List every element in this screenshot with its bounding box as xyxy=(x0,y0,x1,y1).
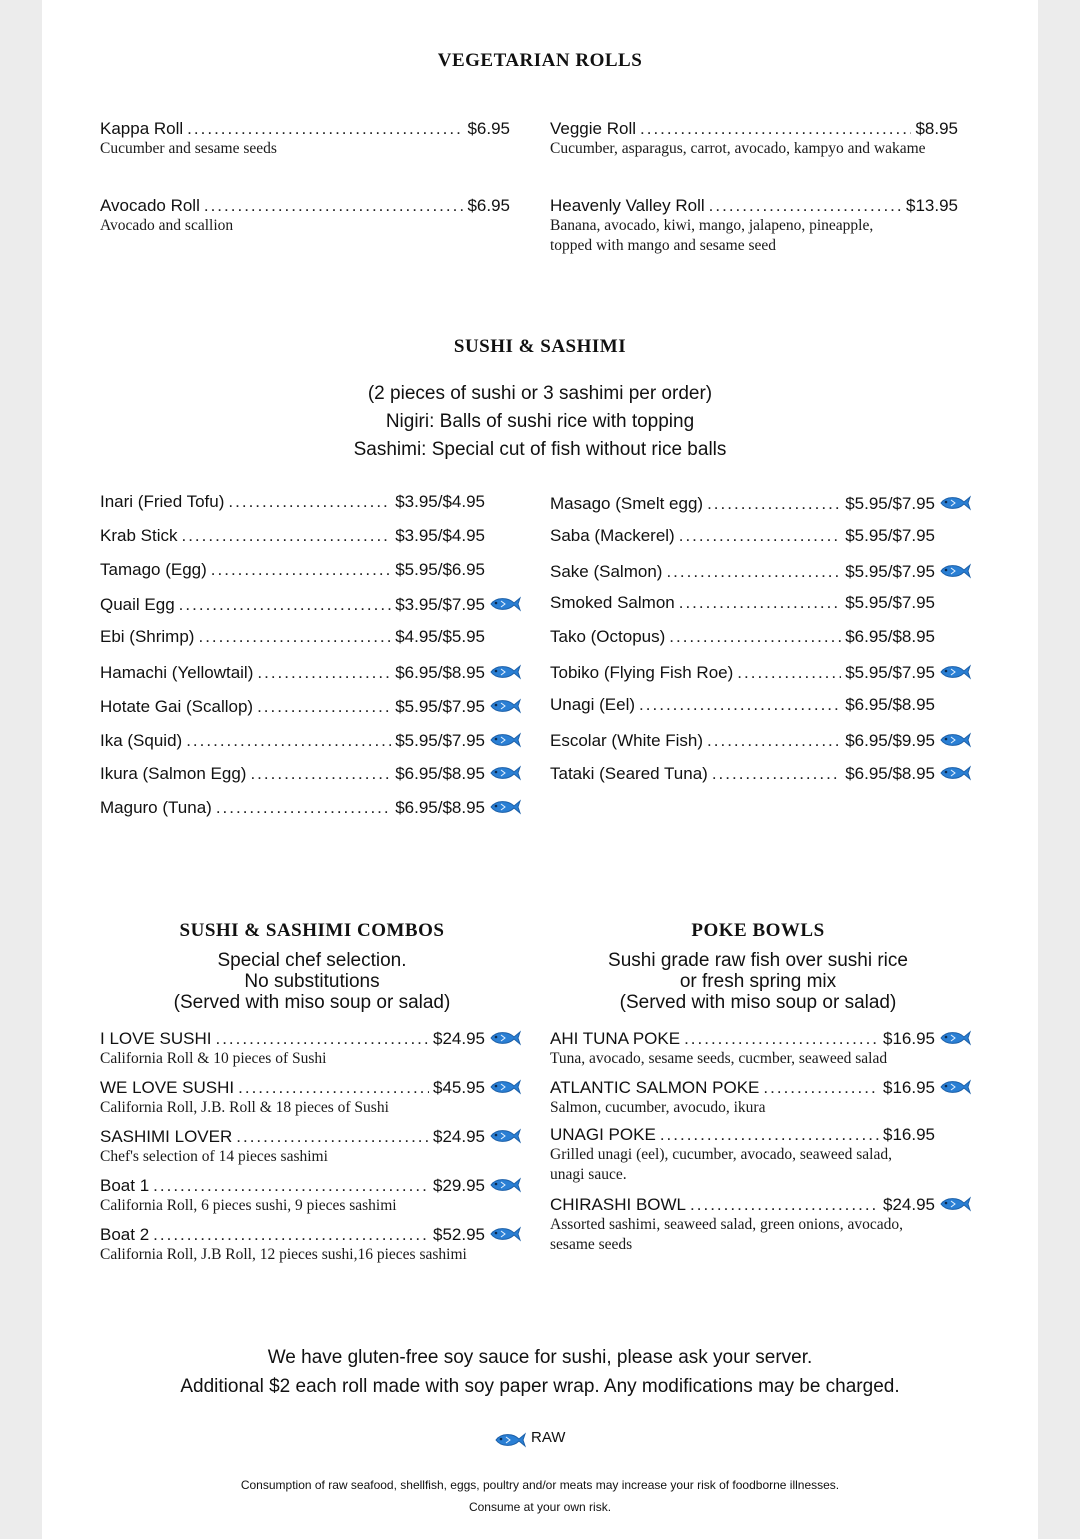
combos-intro xyxy=(100,950,524,1013)
menu-item-line xyxy=(550,728,972,751)
fish-icon xyxy=(488,1127,522,1145)
menu-item-price: $24.95 xyxy=(433,1127,485,1146)
menu-item-name: Kappa Roll xyxy=(100,119,184,138)
intro-line: Sashimi: Special cut of fish without rice balls xyxy=(353,439,727,460)
fish-icon xyxy=(488,595,522,613)
intro-line: (Served with miso soup or salad) xyxy=(173,992,451,1013)
leader-dots xyxy=(679,525,841,546)
fish-icon xyxy=(488,731,522,749)
intro-line: (2 pieces of sushi or 3 sashimi per order) xyxy=(367,383,713,404)
menu-item-line xyxy=(100,694,522,717)
leader-dots xyxy=(684,1028,879,1049)
menu-item-name: Smoked Salmon xyxy=(550,593,675,613)
menu-item-line xyxy=(550,660,972,683)
menu-item-line xyxy=(550,1075,972,1098)
consume-risk-warning: Consume at your own risk. xyxy=(468,1500,612,1514)
menu-item xyxy=(100,1222,522,1265)
menu-item-line xyxy=(100,592,522,615)
menu-item-price: $5.95/$7.95 xyxy=(395,730,485,750)
leader-dots xyxy=(666,561,841,582)
leader-dots xyxy=(181,525,391,546)
sushi-sashimi-title: SUSHI & SASHIMI xyxy=(453,336,627,357)
leader-dots xyxy=(228,491,391,512)
menu-item-line xyxy=(550,592,972,613)
menu-item-name: Avocado Roll xyxy=(100,196,200,215)
menu-item xyxy=(550,1075,972,1118)
leader-dots xyxy=(763,1077,879,1098)
foodborne-warning: Consumption of raw seafood, shellfish, eggs, poultry and/or meats may increase your risk of foodborne illnesses. xyxy=(240,1478,840,1492)
leader-dots xyxy=(215,1028,429,1049)
menu-item-description: California Roll, J.B Roll, 12 pieces sushi,16 pieces sashimi xyxy=(100,1246,467,1263)
menu-item-price: $29.95 xyxy=(433,1176,485,1195)
menu-item-line xyxy=(550,626,972,647)
leader-dots xyxy=(198,626,391,647)
menu-item-line xyxy=(100,795,522,818)
menu-item-description: Chef's selection of 14 pieces sashimi xyxy=(100,1148,328,1165)
menu-item-name: Ebi (Shrimp) xyxy=(100,627,195,647)
menu-item xyxy=(550,592,972,613)
menu-page xyxy=(42,0,1038,1539)
menu-item-line xyxy=(550,525,972,546)
leader-dots xyxy=(236,1126,429,1147)
menu-item-name: Masago (Smelt egg) xyxy=(550,494,704,513)
leader-dots xyxy=(737,662,841,683)
fish-icon xyxy=(493,1431,527,1449)
menu-item xyxy=(100,195,510,236)
fish-icon xyxy=(938,494,972,512)
poke-bowls-title: POKE BOWLS xyxy=(691,920,825,941)
menu-item-description: Cucumber, asparagus, carrot, avocado, kampyo and wakame xyxy=(550,140,926,157)
menu-item-description: California Roll, J.B. Roll & 18 pieces of Sushi xyxy=(100,1099,389,1116)
menu-item-description: Cucumber and sesame seeds xyxy=(100,140,277,157)
menu-item-price: $6.95/$8.95 xyxy=(395,663,485,682)
fish-icon xyxy=(938,1195,972,1213)
menu-item-name: Sake (Salmon) xyxy=(550,561,663,581)
menu-item xyxy=(550,1192,972,1255)
fish-icon xyxy=(488,798,522,816)
sushi-sashimi-intro xyxy=(42,380,1038,464)
menu-item-name: I LOVE SUSHI xyxy=(100,1029,212,1048)
menu-item-name: Maguro (Tuna) xyxy=(100,798,212,818)
fish-icon xyxy=(488,1225,522,1243)
menu-item-name: ATLANTIC SALMON POKE xyxy=(550,1078,760,1097)
menu-item-line xyxy=(100,660,522,683)
menu-item-price: $16.95 xyxy=(883,1125,935,1144)
menu-item xyxy=(100,491,522,512)
menu-item-description: Salmon, cucumber, avocudo, ikura xyxy=(550,1099,766,1116)
menu-item xyxy=(550,195,958,256)
fish-icon xyxy=(488,697,522,715)
menu-item xyxy=(550,728,972,751)
menu-item xyxy=(550,1124,972,1185)
menu-item-price: $24.95 xyxy=(433,1029,485,1048)
leader-dots xyxy=(669,626,841,647)
menu-item xyxy=(550,118,958,159)
leader-dots xyxy=(640,118,911,139)
menu-item xyxy=(100,1026,522,1069)
menu-item-name: Quail Egg xyxy=(100,595,175,615)
leader-dots xyxy=(238,1077,429,1098)
fish-icon xyxy=(488,663,522,681)
fish-icon xyxy=(938,663,972,681)
menu-item-line xyxy=(100,1026,522,1049)
fish-icon xyxy=(938,562,972,580)
menu-item-description: unagi sauce. xyxy=(550,1166,627,1183)
menu-item-description: Banana, avocado, kiwi, mango, jalapeno, pineapple, xyxy=(550,217,874,234)
leader-dots xyxy=(216,797,391,818)
menu-item-name: Heavenly Valley Roll xyxy=(550,196,705,215)
menu-item xyxy=(100,118,510,159)
leader-dots xyxy=(179,594,392,615)
menu-item-price: $5.95/$7.95 xyxy=(395,696,485,716)
menu-item-price: $4.95/$5.95 xyxy=(395,627,485,647)
menu-item-price: $6.95 xyxy=(467,196,510,215)
menu-item-price: $5.95/$6.95 xyxy=(395,559,485,579)
menu-item-name: Hamachi (Yellowtail) xyxy=(100,663,254,682)
menu-item-price: $3.95/$4.95 xyxy=(395,492,485,511)
menu-item-line xyxy=(100,1173,522,1196)
menu-item-name: Boat 2 xyxy=(100,1225,150,1244)
leader-dots xyxy=(690,1194,879,1215)
fish-icon xyxy=(938,1078,972,1096)
leader-dots xyxy=(257,662,391,683)
menu-item-price: $6.95/$8.95 xyxy=(845,764,935,784)
leader-dots xyxy=(153,1175,429,1196)
menu-item xyxy=(550,694,972,715)
menu-item-line xyxy=(100,626,522,647)
menu-item-line xyxy=(100,559,522,580)
leader-dots xyxy=(709,195,902,216)
menu-item-price: $8.95 xyxy=(915,119,958,138)
menu-item-line xyxy=(550,491,972,514)
menu-item-name: Escolar (White Fish) xyxy=(550,730,704,750)
menu-item-description: Tuna, avocado, sesame seeds, cucmber, seaweed salad xyxy=(550,1050,888,1067)
menu-item-price: $3.95/$7.95 xyxy=(395,595,485,615)
menu-item xyxy=(100,1173,522,1216)
menu-item xyxy=(100,795,522,818)
intro-line: Special chef selection. xyxy=(217,950,407,971)
intro-line: No substitutions xyxy=(244,971,380,992)
menu-item-name: Krab Stick xyxy=(100,525,178,545)
fish-icon xyxy=(488,764,522,782)
leader-dots xyxy=(211,559,391,580)
menu-item-price: $5.95/$7.95 xyxy=(845,593,935,613)
fish-icon xyxy=(488,1029,522,1047)
menu-item-description: sesame seeds xyxy=(550,1236,633,1253)
leader-dots xyxy=(250,763,391,784)
poke-intro xyxy=(550,950,966,1013)
menu-item-name: Unagi (Eel) xyxy=(550,694,636,714)
menu-item xyxy=(100,626,522,647)
intro-line: Sushi grade raw fish over sushi rice xyxy=(608,950,908,971)
menu-item-line xyxy=(100,1124,522,1147)
menu-item-price: $6.95/$8.95 xyxy=(395,798,485,818)
vegetarian-rolls-title: VEGETARIAN ROLLS xyxy=(437,50,643,71)
leader-dots xyxy=(639,694,841,715)
menu-item-description: topped with mango and sesame seed xyxy=(550,237,776,254)
menu-item-name: Tataki (Seared Tuna) xyxy=(550,764,708,784)
menu-item-line xyxy=(100,761,522,784)
menu-item-line xyxy=(100,1075,522,1098)
menu-item-name: Ikura (Salmon Egg) xyxy=(100,764,247,784)
raw-legend-label: RAW xyxy=(531,1428,566,1446)
menu-item xyxy=(100,761,522,784)
menu-item-price: $52.95 xyxy=(433,1225,485,1244)
menu-item-price: $6.95/$8.95 xyxy=(395,764,485,784)
menu-item-line xyxy=(100,1222,522,1245)
menu-item-line xyxy=(550,1192,972,1215)
leader-dots xyxy=(679,592,841,613)
menu-item-line xyxy=(550,694,972,715)
menu-item-line xyxy=(550,195,958,216)
menu-item xyxy=(100,660,522,683)
menu-item xyxy=(100,559,522,580)
menu-item xyxy=(550,626,972,647)
menu-item-description: California Roll, 6 pieces sushi, 9 pieces sashimi xyxy=(100,1197,397,1214)
raw-legend xyxy=(490,1428,565,1446)
menu-item xyxy=(550,761,972,784)
menu-item xyxy=(100,592,522,615)
menu-item-description: Avocado and scallion xyxy=(100,217,234,234)
intro-line: or fresh spring mix xyxy=(679,971,837,992)
menu-item xyxy=(550,525,972,546)
menu-item xyxy=(100,728,522,751)
menu-item-price: $24.95 xyxy=(883,1195,935,1214)
intro-line: (Served with miso soup or salad) xyxy=(619,992,897,1013)
menu-item-name: Hotate Gai (Scallop) xyxy=(100,696,254,716)
menu-item xyxy=(550,491,972,514)
menu-item-price: $45.95 xyxy=(433,1078,485,1097)
menu-item-line xyxy=(100,118,510,139)
menu-item xyxy=(100,694,522,717)
menu-item-name: Saba (Mackerel) xyxy=(550,525,675,545)
menu-item-description: Grilled unagi (eel), cucumber, avocado, seaweed salad, xyxy=(550,1146,892,1163)
menu-item-name: Veggie Roll xyxy=(550,119,637,138)
menu-item-name: Tamago (Egg) xyxy=(100,559,207,579)
menu-item-price: $6.95/$8.95 xyxy=(845,627,935,647)
menu-item-price: $5.95/$7.95 xyxy=(845,494,935,513)
gluten-free-note: We have gluten-free soy sauce for sushi, please ask your server. xyxy=(267,1347,813,1368)
leader-dots xyxy=(187,118,463,139)
menu-item-name: WE LOVE SUSHI xyxy=(100,1078,235,1097)
leader-dots xyxy=(707,730,841,751)
menu-item-line xyxy=(550,1026,972,1049)
fish-icon xyxy=(938,764,972,782)
menu-item-line xyxy=(550,761,972,784)
menu-item-line xyxy=(100,525,522,546)
fish-icon xyxy=(938,731,972,749)
menu-item-name: CHIRASHI BOWL xyxy=(550,1195,687,1214)
menu-item-price: $6.95 xyxy=(467,119,510,138)
footer-notes xyxy=(42,1343,1038,1401)
menu-item-name: UNAGI POKE xyxy=(550,1125,656,1144)
menu-item-line xyxy=(550,559,972,582)
menu-item-price: $5.95/$7.95 xyxy=(845,561,935,581)
menu-item-line xyxy=(100,195,510,216)
leader-dots xyxy=(153,1224,429,1245)
menu-item-description: Assorted sashimi, seaweed salad, green onions, avocado, xyxy=(550,1216,903,1233)
menu-item-price: $5.95/$7.95 xyxy=(845,525,935,545)
menu-item-name: SASHIMI LOVER xyxy=(100,1127,233,1146)
menu-item-price: $16.95 xyxy=(883,1029,935,1048)
menu-item-line xyxy=(100,728,522,751)
menu-item xyxy=(550,660,972,683)
leader-dots xyxy=(707,493,841,514)
menu-item-price: $3.95/$4.95 xyxy=(395,525,485,545)
menu-item-name: Tako (Octopus) xyxy=(550,627,666,647)
menu-item-price: $5.95/$7.95 xyxy=(845,663,935,682)
menu-item-name: Inari (Fried Tofu) xyxy=(100,492,225,511)
leader-dots xyxy=(712,763,841,784)
menu-item-price: $6.95/$9.95 xyxy=(845,730,935,750)
menu-item-price: $13.95 xyxy=(906,196,958,215)
leader-dots xyxy=(660,1124,879,1145)
menu-item-line xyxy=(100,491,522,512)
menu-item xyxy=(100,1124,522,1167)
menu-item xyxy=(100,525,522,546)
menu-item xyxy=(100,1075,522,1118)
menu-item-name: AHI TUNA POKE xyxy=(550,1029,681,1048)
combos-title: SUSHI & SASHIMI COMBOS xyxy=(179,920,445,941)
fish-icon xyxy=(938,1029,972,1047)
soy-paper-note: Additional $2 each roll made with soy paper wrap. Any modifications may be charged. xyxy=(180,1376,900,1397)
fish-icon xyxy=(488,1176,522,1194)
menu-item-line xyxy=(550,1124,972,1145)
health-warning xyxy=(42,1474,1038,1518)
leader-dots xyxy=(186,730,391,751)
intro-line: Nigiri: Balls of sushi rice with topping xyxy=(385,411,695,432)
menu-item-name: Tobiko (Flying Fish Roe) xyxy=(550,663,734,682)
menu-item xyxy=(550,1026,972,1069)
menu-item-name: Ika (Squid) xyxy=(100,730,183,750)
menu-item-name: Boat 1 xyxy=(100,1176,150,1195)
fish-icon xyxy=(488,1078,522,1096)
menu-item-description: California Roll & 10 pieces of Sushi xyxy=(100,1050,327,1067)
menu-item-price: $6.95/$8.95 xyxy=(845,694,935,714)
menu-item-price: $16.95 xyxy=(883,1078,935,1097)
leader-dots xyxy=(257,696,391,717)
menu-item xyxy=(550,559,972,582)
menu-item-line xyxy=(550,118,958,139)
leader-dots xyxy=(204,195,464,216)
